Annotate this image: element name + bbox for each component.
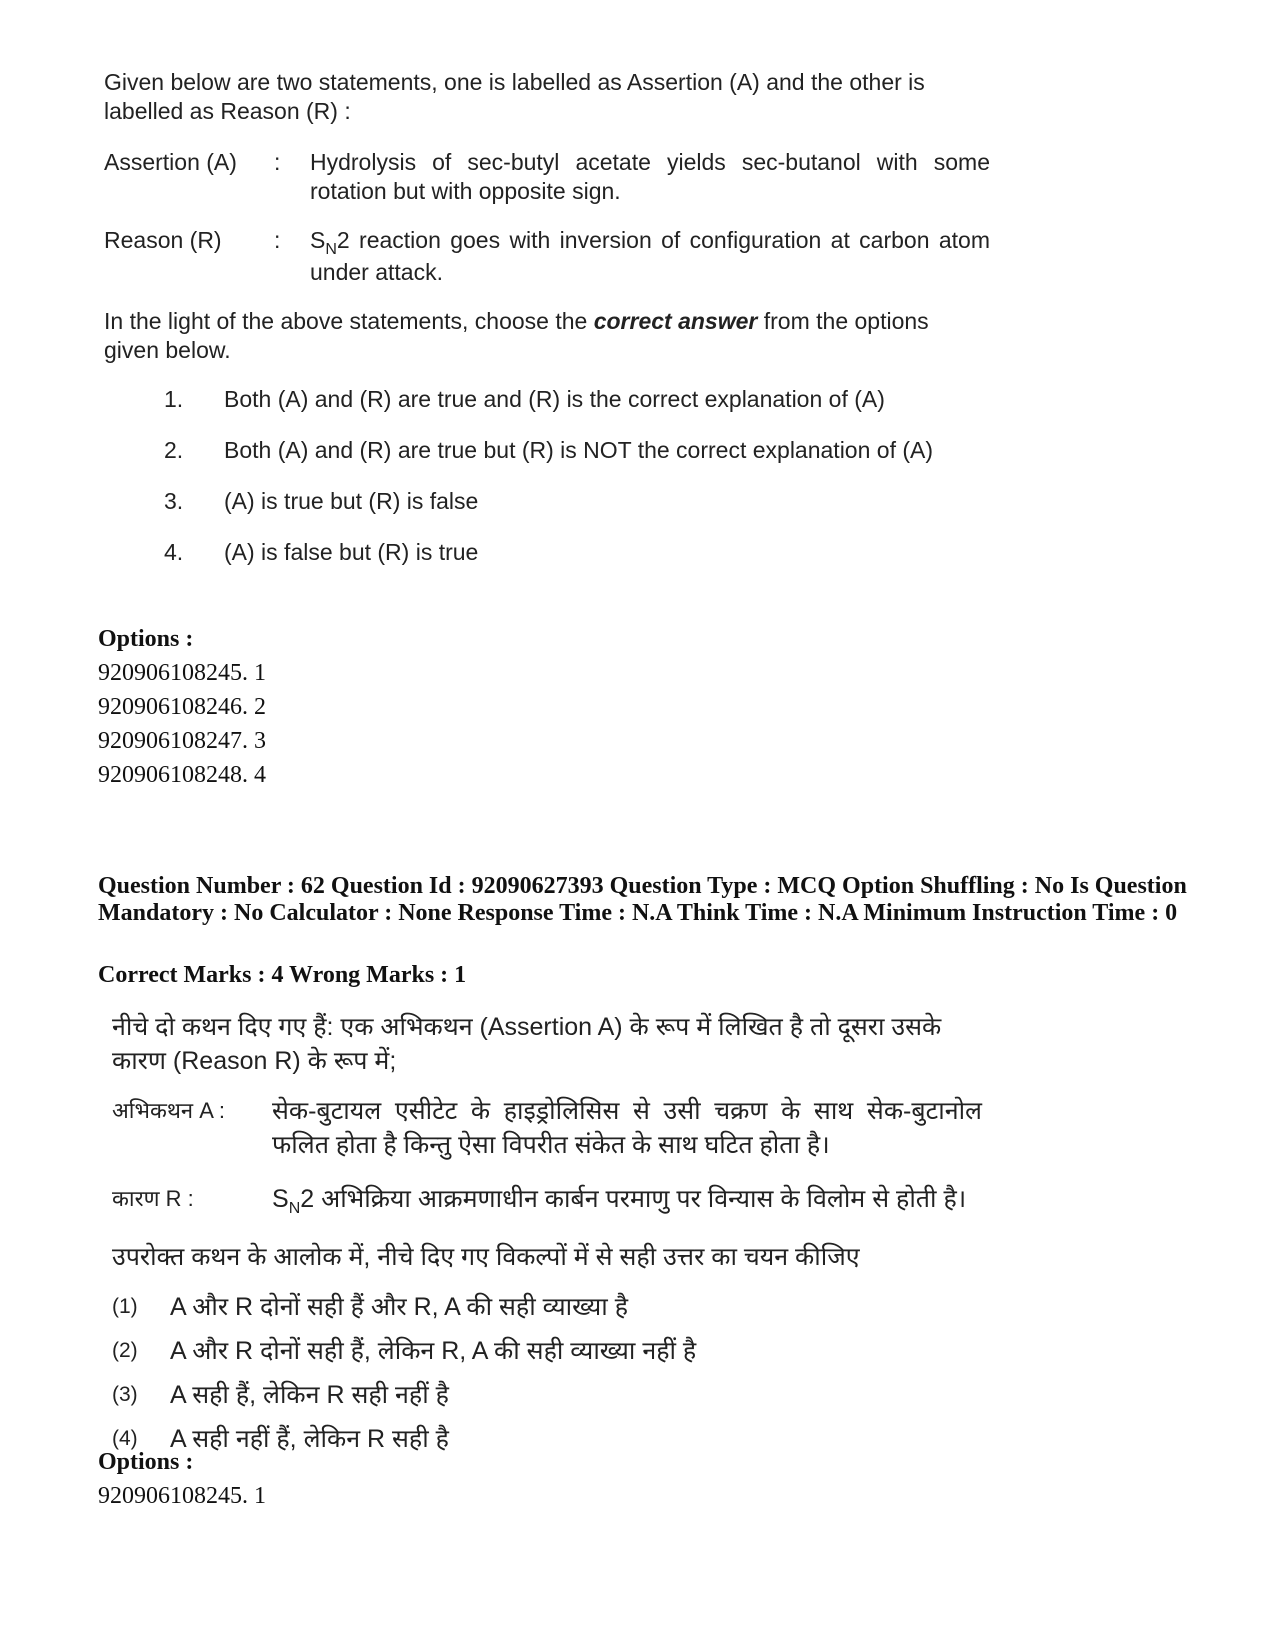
choice-item-hindi [112,1378,982,1412]
option-item: 920906108248. 4 [98,762,266,788]
option-item: 920906108247. 3 [98,728,266,754]
reason-row [104,226,990,287]
question-meta: Question Number : 62 Question Id : 92090627393 Question Type : MCQ Option Shuffling : No Is Question Mandatory : No Calculator : None Response Time : N.A Think Time : N.A Minimum Instruction Time : 0 [98,873,1187,926]
reason-symbol: S [310,227,326,253]
question-hindi [112,1010,982,1466]
reason-text-wrap-hindi [272,1182,982,1220]
reason-symbol: S [272,1185,289,1213]
choice-number: (4) [112,1427,138,1450]
options-list-2 [98,1445,266,1513]
assertion-label: Assertion (A) [104,149,237,175]
instruction-pre: In the light of the above statements, choose the [104,308,594,334]
instruction-hindi: उपरोक्त कथन के आलोक में, नीचे दिए गए विकल्पों में से सही उत्तर का चयन कीजिए [112,1243,860,1271]
options-heading: Options : [98,1449,194,1475]
options-list [98,622,266,792]
choice-number: (1) [112,1295,138,1318]
marks-line: Correct Marks : 4 Wrong Marks : 1 [98,962,467,988]
choice-text: Both (A) and (R) are true but (R) is NOT the correct explanation of (A) [224,437,934,463]
choice-text: A सही हैं, लेकिन R सही नहीं है [170,1381,449,1409]
option-item: 920906108246. 2 [98,694,266,720]
choice-text: A और R दोनों सही हैं और R, A की सही व्याख्या है [170,1293,628,1321]
assertion-label-hindi: अभिकथन A : [112,1098,225,1123]
choice-item [164,436,990,465]
choice-item [164,538,990,567]
choice-text: (A) is true but (R) is false [224,488,479,514]
choice-item-hindi [112,1290,982,1324]
question-intro: Given below are two statements, one is labelled as Assertion (A) and the other is labelled as Reason (R) : [104,69,925,124]
choice-text: (A) is false but (R) is true [224,539,479,565]
assertion-text-hindi: सेक-बुटायल एसीटेट के हाइड्रोलिसिस से उसी चक्रण के साथ सेक-बुटानोल फलित होता है किन्तु ऐसा विपरीत संकेत के साथ घटित होता है। [272,1097,982,1159]
reason-text-wrap [310,226,990,287]
reason-label-hindi: कारण R : [112,1186,194,1211]
assertion-text: Hydrolysis of sec-butyl acetate yields sec-butanol with some rotation but with opposite sign. [310,149,990,204]
reason-subscript: N [288,1200,301,1217]
reason-label: Reason (R) [104,227,222,253]
choice-number: 4. [164,539,184,565]
assertion-row-hindi [112,1094,982,1162]
question-intro-hindi: नीचे दो कथन दिए गए हैं: एक अभिकथन (Assertion A) के रूप में लिखित है तो दूसरा उसके कारण (Reason R) के रूप में; [112,1013,942,1075]
choice-item-hindi [112,1334,982,1368]
option-item: 920906108245. 1 [98,1483,266,1509]
colon: : [274,149,281,175]
choice-number: 1. [164,386,184,412]
choice-item [164,487,990,516]
choice-text: A और R दोनों सही हैं, लेकिन R, A की सही व्याख्या नहीं है [170,1337,697,1365]
reason-text: 2 reaction goes with inversion of configuration at carbon atom under attack. [310,227,990,285]
reason-row-hindi [112,1182,982,1220]
choice-number: 3. [164,488,184,514]
reason-text-hindi: 2 अभिक्रिया आक्रमणाधीन कार्बन परमाणु पर विन्यास के विलोम से होती है। [300,1185,967,1213]
instruction [104,307,990,365]
assertion-row [104,148,990,206]
choice-number: (3) [112,1383,138,1406]
choice-text: Both (A) and (R) are true and (R) is the correct explanation of (A) [224,386,885,412]
reason-subscript: N [325,241,337,258]
colon: : [274,227,281,253]
choice-number: (2) [112,1339,138,1362]
choice-text: A सही नहीं हैं, लेकिन R सही है [170,1425,449,1453]
choice-item [164,385,990,414]
instruction-emphasis: correct answer [593,308,758,334]
question-english [104,68,990,589]
instruction-post: from the options given below. [104,308,929,363]
choice-number: 2. [164,437,184,463]
options-heading: Options : [98,626,194,652]
option-item: 920906108245. 1 [98,660,266,686]
